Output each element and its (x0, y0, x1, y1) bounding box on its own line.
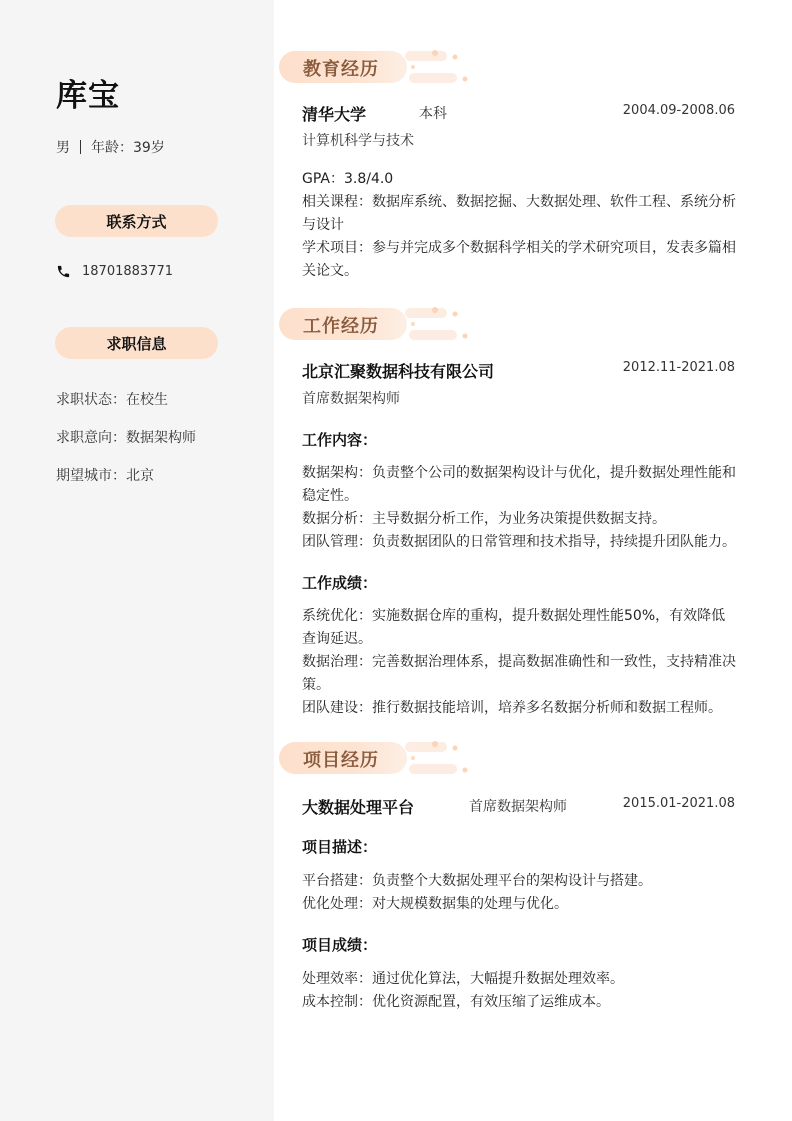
work-dates: 2012.11-2021.08 (622, 360, 735, 375)
work-content-list (302, 462, 738, 554)
job-title: 首席数据架构师 (302, 391, 400, 407)
education-details (302, 168, 738, 283)
project-dates: 2015.01-2021.08 (622, 796, 735, 811)
list-item: 团队建设：推行数据技能培训，培养多名数据分析师和数据工程师。 (302, 700, 722, 716)
major: 计算机科学与技术 (302, 133, 414, 149)
sidebar (0, 0, 274, 1121)
education-section-header (279, 49, 479, 89)
list-item: 处理效率：通过优化算法，大幅提升数据处理效率。 (302, 971, 624, 987)
divider (80, 140, 81, 154)
school-name: 清华大学 (302, 105, 367, 124)
company-name: 北京汇聚数据科技有限公司 (302, 362, 495, 381)
project-name: 大数据处理平台 (302, 798, 415, 817)
phone-icon (56, 264, 71, 279)
list-item: 数据分析：主导数据分析工作，为业务决策提供数据支持。 (302, 511, 666, 527)
basic-info (56, 137, 165, 157)
project-desc-heading: 项目描述： (302, 838, 378, 856)
contact-heading: 联系方式 (55, 205, 218, 237)
project-title: 项目经历 (303, 750, 379, 771)
list-item: 数据架构：负责整个公司的数据架构设计与优化，提升数据处理性能和稳定性。 (302, 465, 736, 504)
list-item: 数据治理：完善数据治理体系，提高数据准确性和一致性，支持精准决策。 (302, 654, 736, 693)
work-achievements-heading: 工作成绩： (302, 574, 378, 592)
gpa: GPA：3.8/4.0 (302, 171, 394, 187)
gender: 男 (56, 140, 70, 156)
courses: 相关课程：数据库系统、数据挖掘、大数据处理、软件工程、系统分析与设计 (302, 194, 736, 233)
degree: 本科 (419, 106, 447, 122)
list-item: 成本控制：优化资源配置，有效压缩了运维成本。 (302, 994, 610, 1010)
job-intent-heading: 求职信息 (55, 327, 218, 359)
work-achievements-list (302, 605, 738, 720)
age: 年龄：39岁 (91, 140, 165, 156)
phone-number: 18701883771 (82, 264, 173, 279)
list-item: 平台搭建：负责整个大数据处理平台的架构设计与搭建。 (302, 873, 652, 889)
education-dates: 2004.09-2008.06 (622, 103, 735, 118)
list-item: 团队管理：负责数据团队的日常管理和技术指导，持续提升团队能力。 (302, 534, 736, 550)
project-section-header (279, 740, 479, 780)
phone-row (56, 264, 173, 279)
candidate-name: 库宝 (56, 78, 120, 114)
education-title: 教育经历 (303, 59, 379, 80)
project-results-list (302, 968, 738, 1014)
academic-projects: 学术项目：参与并完成多个数据科学相关的学术研究项目，发表多篇相关论文。 (302, 240, 736, 279)
list-item: 系统优化：实施数据仓库的重构，提升数据处理性能50%，有效降低查询延迟。 (302, 608, 726, 647)
project-role: 首席数据架构师 (469, 799, 567, 815)
project-results-heading: 项目成绩： (302, 936, 378, 954)
work-content-heading: 工作内容： (302, 431, 378, 449)
job-city: 期望城市：北京 (56, 468, 154, 484)
list-item: 优化处理：对大规模数据集的处理与优化。 (302, 896, 568, 912)
project-desc-list (302, 870, 738, 916)
work-title: 工作经历 (303, 316, 379, 337)
job-status: 求职状态：在校生 (56, 392, 168, 408)
work-section-header (279, 306, 479, 346)
job-position: 求职意向：数据架构师 (56, 430, 196, 446)
